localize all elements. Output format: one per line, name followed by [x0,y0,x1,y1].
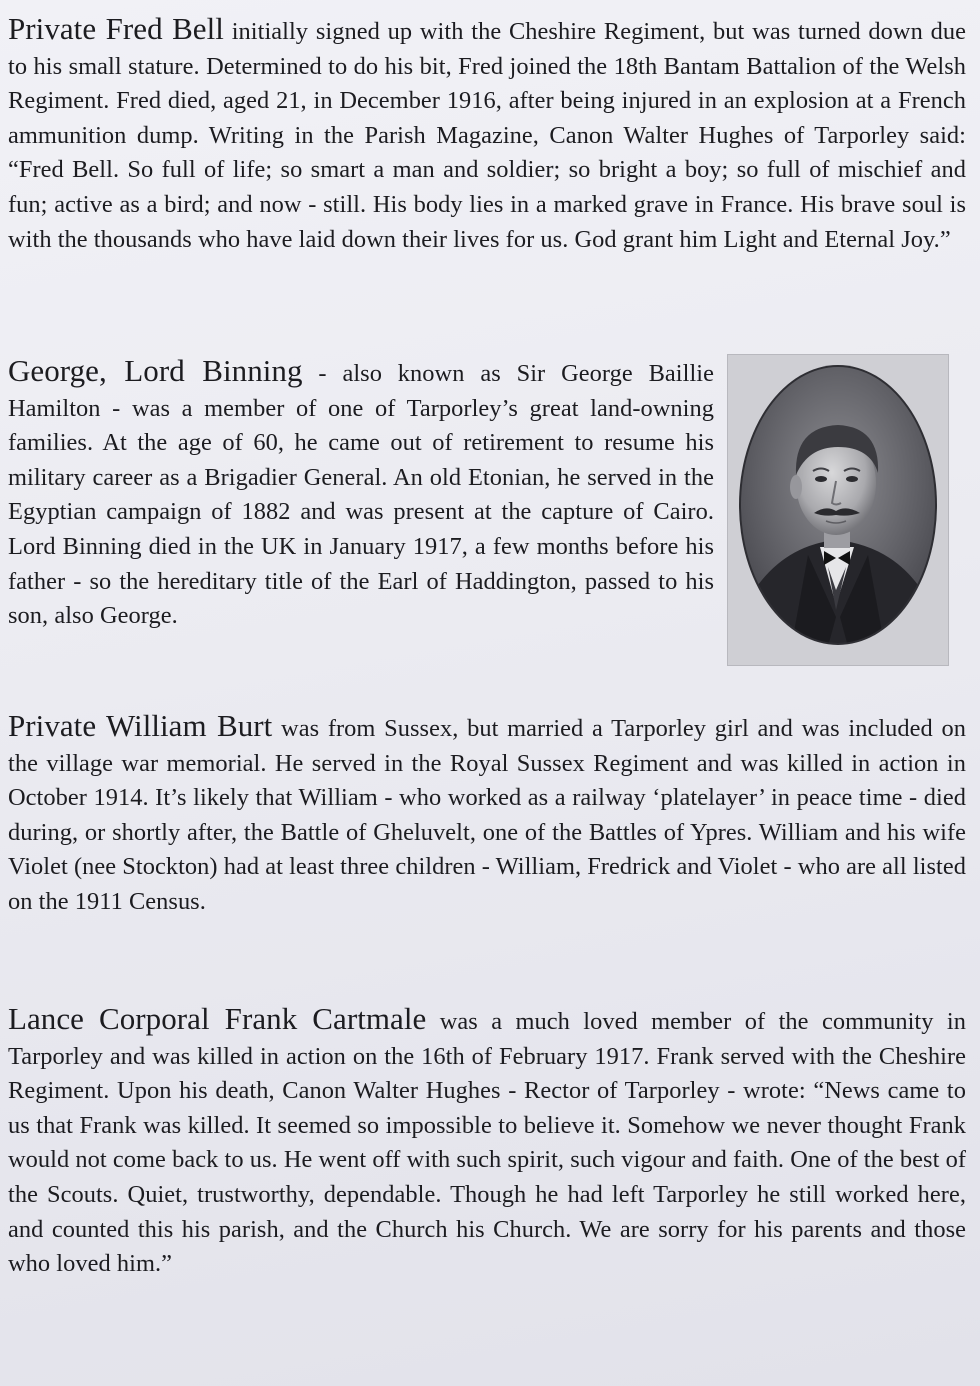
entry-name: Private Fred Bell [8,11,224,46]
entry-name: George, Lord Binning [8,353,303,388]
portrait-photo [727,354,949,666]
entry-text: was a much loved member of the community in Tarporley and was killed in action on the 16th of February 1917. Frank served with the Cheshire Regiment. Upon his death, Canon Walter Hughes - Rector of Tarporley - wrote: “News came to us that Frank was killed. It seemed so impossible to believe it. Somehow we never thought Frank would not come back to us. He went off with such spirit, such vigour and faith. One of the best of the Scouts. Quiet, trustworthy, dependable. Though he had left Tarporley he still worked here, and counted this his parish, and the Church his Church. We are sorry for his parents and those who loved him.” [8,1008,966,1278]
entry-fred-bell [8,12,966,257]
entry-text: - also known as Sir George Baillie Hamilton - was a member of one of Tarporley’s great land-owning families. At the age of 60, he came out of retirement to resume his military career as a Brigadier General. An old Etonian, he served in the Egyptian campaign of 1882 and was present at the capture of Cairo. Lord Binning died in the UK in January 1917, a few months before his father - so the hereditary title of the Earl of Haddington, passed to his son, also George. [8,360,714,630]
entry-william-burt [8,709,966,920]
entry-text: initially signed up with the Cheshire Regiment, but was turned down due to his small stature. Determined to do his bit, Fred joined the 18th Bantam Battalion of the Welsh Regiment. Fred died, aged 21, in December 1916, after being injured in an explosion at a French ammunition dump. Writing in the Parish Magazine, Canon Walter Hughes of Tarporley said: “Fred Bell. So full of life; so smart a man and soldier; so bright a boy; so full of mischief and fun; active as a bird; and now - still. His body lies in a marked grave in France. His brave soul is with the thousands who have laid down their lives for us. God grant him Light and Eternal Joy.” [8,18,966,253]
entry-name: Lance Corporal Frank Cartmale [8,1001,427,1036]
entry-name: Private William Burt [8,708,273,743]
portrait-image [728,355,948,665]
entry-lord-binning [8,354,714,634]
entry-text: was from Sussex, but married a Tarporley girl and was included on the village war memorial. He served in the Royal Sussex Regiment and was killed in action in October 1914. It’s likely that William - who worked as a railway ‘platelayer’ in peace time - died during, or shortly after, the Battle of Gheluvelt, one of the Battles of Ypres. William and his wife Violet (nee Stockton) had at least three children - William, Fredrick and Violet - who are all listed on the 1911 Census. [8,715,966,915]
entry-frank-cartmale [8,1002,966,1282]
